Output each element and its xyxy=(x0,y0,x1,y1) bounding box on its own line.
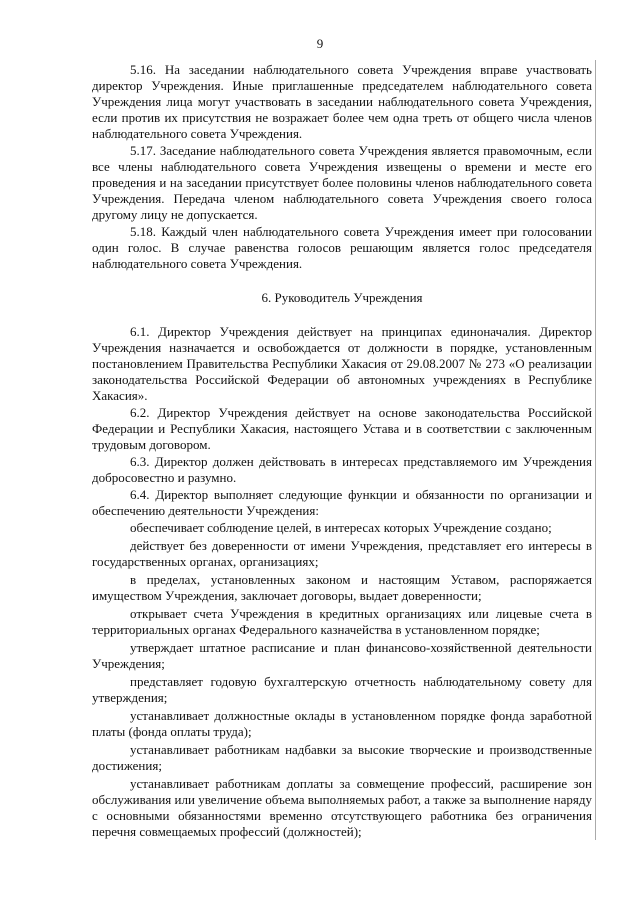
duty-item: представляет годовую бухгалтерскую отчетность наблюдательному совету для утверждения; xyxy=(92,674,592,705)
paragraph-6-4: 6.4. Директор выполняет следующие функции и обязанности по организации и обеспечению деятельности Учреждения: xyxy=(92,487,592,518)
document-body xyxy=(92,62,592,842)
scan-edge-line xyxy=(595,60,596,840)
section-heading: 6. Руководитель Учреждения xyxy=(261,290,423,305)
page-number: 9 xyxy=(316,36,324,51)
duty-item: устанавливает работникам надбавки за высокие творческие и производственные достижения; xyxy=(92,742,592,773)
paragraph-6-1: 6.1. Директор Учреждения действует на принципах единоначалия. Директор Учреждения назначается и освобождается от должности в порядке, установленным постановлением Правительства Республики Хакасия от 29.08.2007 № 273 «О реализации законодательства Российской Федерации об автономных учреждениях в Республике Хакасия». xyxy=(92,324,592,403)
duty-item: устанавливает должностные оклады в установленном порядке фонда заработной платы (фонда оплаты труда); xyxy=(92,708,592,739)
paragraph-5-17: 5.17. Заседание наблюдательного совета Учреждения является правомочным, если все члены наблюдательного совета Учреждения извещены о времени и месте его проведения и на заседании присутствует более половины членов наблюдательного совета Учреждения. Передача членом наблюдательного совета Учреждения своего голоса другому лицу не допускается. xyxy=(92,143,592,222)
duty-item: устанавливает работникам доплаты за совмещение профессий, расширение зон обслуживания или увеличение объема выполняемых работ, а также за выполнение наряду с основными обязанностями временно отсутствующего работника без ограничения перечня совмещаемых профессий (должностей); xyxy=(92,776,592,839)
paragraph-5-16: 5.16. На заседании наблюдательного совета Учреждения вправе участвовать директор Учреждения. Иные приглашенные председателем наблюдательного совета Учреждения лица могут участвовать в заседании наблюдательного совета Учреждения, если против их присутствия не возражает более чем одна треть от общего числа членов наблюдательного совета Учреждения. xyxy=(92,62,592,141)
paragraph-5-18: 5.18. Каждый член наблюдательного совета Учреждения имеет при голосовании один голос. В случае равенства голосов решающим является голос председателя наблюдательного совета Учреждения. xyxy=(92,224,592,271)
duty-item: утверждает штатное расписание и план финансово-хозяйственной деятельности Учреждения; xyxy=(92,640,592,671)
duty-item: обеспечивает соблюдение целей, в интересах которых Учреждение создано; xyxy=(130,520,552,535)
duty-item: открывает счета Учреждения в кредитных организациях или лицевые счета в территориальных органах Федерального казначейства в установленном порядке; xyxy=(92,606,592,637)
duty-item: в пределах, установленных законом и настоящим Уставом, распоряжается имуществом Учреждения, заключает договоры, выдает доверенности; xyxy=(92,572,592,603)
duty-item: действует без доверенности от имени Учреждения, представляет его интересы в государственных органах, организациях; xyxy=(92,538,592,569)
paragraph-6-2: 6.2. Директор Учреждения действует на основе законодательства Российской Федерации и Республики Хакасия, настоящего Устава и в соответствии с заключенным трудовым договором. xyxy=(92,405,592,452)
paragraph-6-3: 6.3. Директор должен действовать в интересах представляемого им Учреждения добросовестно и разумно. xyxy=(92,454,592,485)
